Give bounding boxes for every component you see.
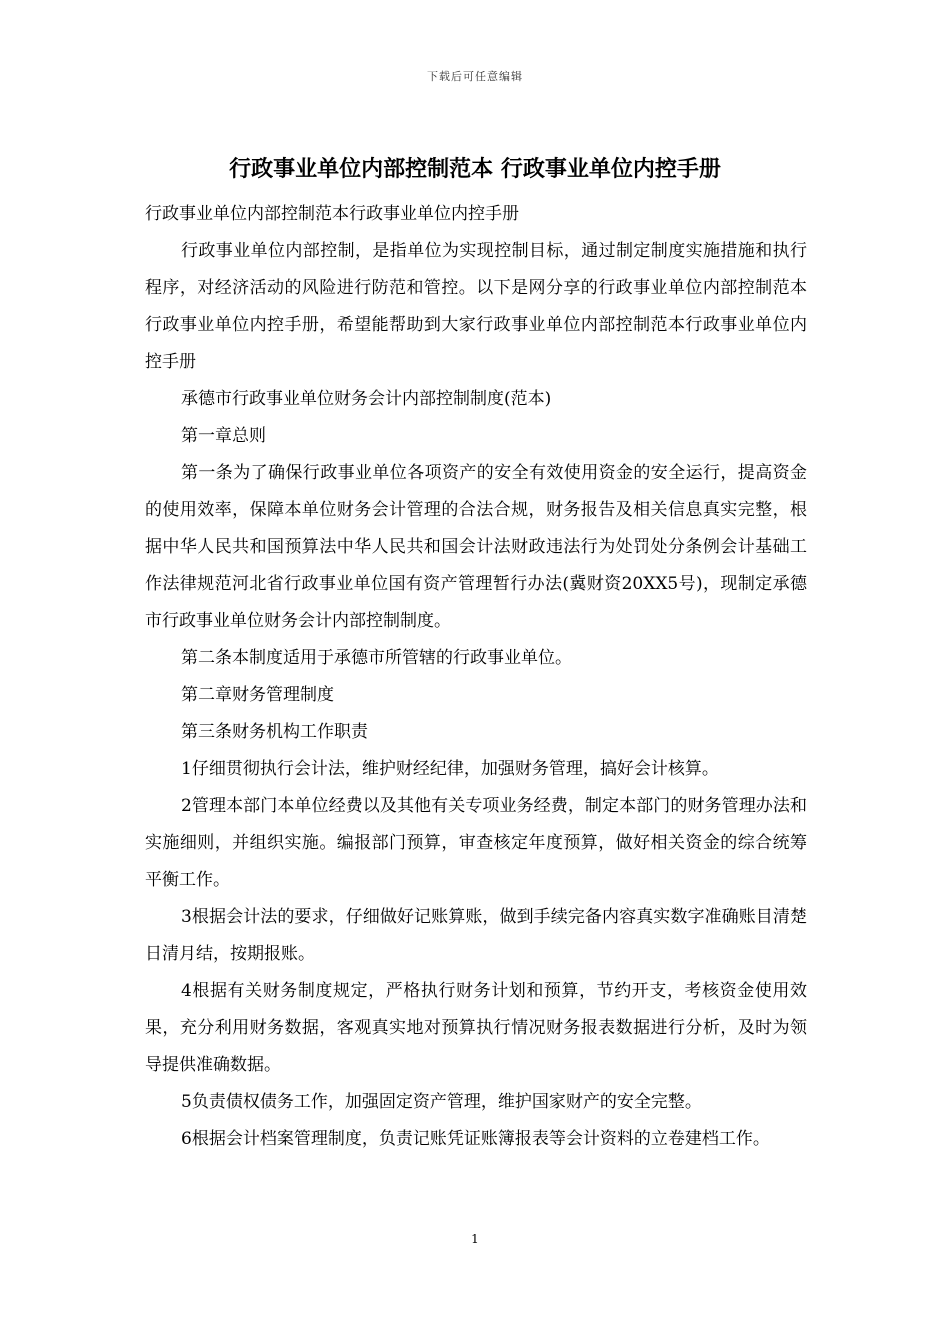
list-item: 6根据会计档案管理制度，负责记账凭证账簿报表等会计资料的立卷建档工作。	[181, 1129, 770, 1149]
intro-paragraph: 行政事业单位内部控制，是指单位为实现控制目标，通过制定制度实施措施和执行程序，对经济活动的风险进行防范和管控。以下是网分享的行政事业单位内部控制范本行政事业单位内控手册，希望能帮助到大家行政事业单位内部控制范本行政事业单位内控手册	[145, 241, 807, 372]
list-item: 5负责债权债务工作，加强固定资产管理，维护国家财产的安全完整。	[181, 1092, 702, 1112]
list-item: 2管理本部门本单位经费以及其他有关专项业务经费，制定本部门的财务管理办法和实施细则，并组织实施。编报部门预算，审查核定年度预算，做好相关资金的综合统筹平衡工作。	[145, 796, 807, 890]
list-item: 3根据会计法的要求，仔细做好记账算账，做到手续完备内容真实数字准确账目清楚日清月结，按期报账。	[145, 907, 807, 964]
subtitle-paragraph: 行政事业单位内部控制范本行政事业单位内控手册	[145, 204, 519, 224]
article-paragraph: 第二条本制度适用于承德市所管辖的行政事业单位。	[181, 648, 572, 668]
document-title: 行政事业单位内部控制范本 行政事业单位内控手册	[229, 157, 721, 182]
article-paragraph: 第三条财务机构工作职责	[181, 722, 368, 742]
chapter-heading: 第二章财务管理制度	[181, 685, 334, 705]
regulation-title: 承德市行政事业单位财务会计内部控制制度(范本)	[181, 389, 552, 409]
list-item: 1仔细贯彻执行会计法，维护财经纪律，加强财务管理，搞好会计核算。	[181, 759, 719, 779]
document-body	[145, 196, 807, 1158]
page-number: 1	[471, 1232, 479, 1246]
article-paragraph: 第一条为了确保行政事业单位各项资产的安全有效使用资金的安全运行，提高资金的使用效率，保障本单位财务会计管理的合法合规，财务报告及相关信息真实完整，根据中华人民共和国预算法中华人民共和国会计法财政违法行为处罚处分条例会计基础工作法律规范河北省行政事业单位国有资产管理暂行办法(冀财资20XX5号)，现制定承德市行政事业单位财务会计内部控制制度。	[145, 463, 807, 631]
page-header-note: 下载后可任意编辑	[427, 70, 523, 83]
chapter-heading: 第一章总则	[181, 426, 266, 446]
list-item: 4根据有关财务制度规定，严格执行财务计划和预算，节约开支，考核资金使用效果，充分利用财务数据，客观真实地对预算执行情况财务报表数据进行分析，及时为领导提供准确数据。	[145, 981, 807, 1075]
